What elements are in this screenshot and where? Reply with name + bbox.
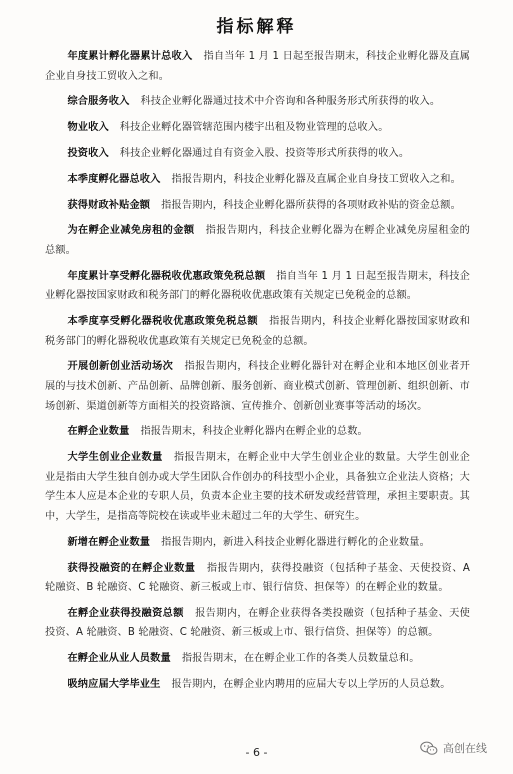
definition-term: 吸纳应届大学毕业生 bbox=[67, 679, 161, 691]
definition-term: 在孵企业数量 bbox=[67, 426, 130, 438]
definition-text: 指报告期内，科技企业孵化器所获得的各项财政补贴的资金总额。 bbox=[161, 199, 461, 211]
definition-term: 在孵企业获得投融资总额 bbox=[67, 607, 184, 619]
definition-entry bbox=[45, 675, 470, 695]
definition-entry bbox=[45, 92, 470, 112]
definition-entry bbox=[45, 533, 470, 553]
definition-entry bbox=[45, 559, 470, 598]
definition-text: 科技企业孵化器通过技术中介咨询和各种服务形式所获得的收入。 bbox=[140, 96, 441, 108]
definition-text: 报告期内，在孵企业内聘用的应届大专以上学历的人员总数。 bbox=[171, 679, 451, 691]
definition-text: 指报告期末，科技企业孵化器内在孵企业的总数。 bbox=[140, 426, 368, 438]
definition-text: 指报告期内，科技企业孵化器为在孵企业减免房屋租金的总额。 bbox=[45, 225, 470, 256]
definition-text: 指报告期内，科技企业孵化器按国家财政和税务部门的孵化器税收优惠政策有关规定已免税金的总额。 bbox=[45, 316, 470, 347]
definitions-list bbox=[45, 47, 470, 701]
definition-text: 科技企业孵化器管辖范围内楼宇出租及物业管理的总收入。 bbox=[119, 122, 389, 134]
watermark-text: 高创在线 bbox=[443, 742, 487, 755]
definition-term: 年度累计享受孵化器税收优惠政策免税总额 bbox=[67, 270, 266, 282]
definition-term: 为在孵企业减免房租的金额 bbox=[67, 225, 195, 237]
definition-term: 在孵企业从业人员数量 bbox=[67, 653, 171, 665]
definition-text: 指报告期末，在孵企业中大学生创业企业的数量。大学生创业企业是指由大学生独自创办或大学生团队合作创办的科技型小企业，具备独立企业法人资格；大学生本人应是本企业的专职人员，负责本企业主要的技术研发或经营管理，承担主要职责。其中，大学生，是指高等院校在读或毕业未超过二年的大学生、研究生。 bbox=[45, 452, 470, 522]
wechat-icon bbox=[420, 741, 438, 756]
definition-term: 投资收入 bbox=[67, 147, 109, 159]
definition-term: 综合服务收入 bbox=[67, 96, 130, 108]
definition-term: 获得财政补贴金额 bbox=[67, 199, 151, 211]
definition-term: 获得投融资的在孵企业数量 bbox=[67, 562, 196, 574]
definition-entry bbox=[45, 357, 470, 416]
definition-entry bbox=[45, 144, 470, 164]
definition-entry bbox=[45, 422, 470, 442]
definition-entry bbox=[45, 196, 470, 216]
definition-entry bbox=[45, 312, 470, 351]
definition-text: 指自当年 1 月 1 日起至报告期末，科技企业孵化器按国家财政和税务部门的孵化器税收优惠政策有关规定已免税金的总额。 bbox=[45, 270, 470, 302]
definition-entry bbox=[45, 448, 470, 526]
definition-term: 新增在孵企业数量 bbox=[67, 536, 151, 548]
definition-text: 报告期内，在孵企业获得各类投融资（包括种子基金、天使投资、A 轮融资、B 轮融资、C 轮融资、新三板或上市、银行信贷、担保等）的总额。 bbox=[45, 607, 470, 639]
definition-text: 指报告期内，获得投融资（包括种子基金、天使投资、A 轮融资、B 轮融资、C 轮融资、新三板或上市、银行信贷、担保等）的在孵企业的数量。 bbox=[45, 562, 470, 594]
definition-entry bbox=[45, 267, 470, 306]
definition-entry bbox=[45, 221, 470, 260]
definition-entry bbox=[45, 47, 470, 86]
definition-term: 本季度孵化器总收入 bbox=[67, 173, 161, 185]
definition-text: 指报告期内，新进入科技企业孵化器进行孵化的企业数量。 bbox=[161, 536, 430, 548]
definition-term: 物业收入 bbox=[67, 122, 109, 134]
definition-entry bbox=[45, 118, 470, 138]
definition-term: 年度累计孵化器累计总收入 bbox=[67, 51, 193, 62]
page-title: 指标解释 bbox=[216, 17, 297, 37]
definition-text: 指报告期末，在在孵企业工作的各类人员数量总和。 bbox=[181, 653, 420, 665]
definition-text: 科技企业孵化器通过自有资金入股、投资等形式所获得的收入。 bbox=[119, 147, 410, 159]
definition-text: 指自当年 1 月 1 日起至报告期末，科技企业孵化器及直属企业自身技工贸收入之和。 bbox=[45, 51, 470, 82]
definition-term: 大学生创业企业数量 bbox=[67, 452, 163, 464]
definition-term: 本季度享受孵化器税收优惠政策免税总额 bbox=[67, 316, 258, 328]
definition-text: 指报告期内，科技企业孵化器针对在孵企业和本地区创业者开展的与技术创新、产品创新、品牌创新、服务创新、商业模式创新、管理创新、组织创新、市场创新、渠道创新等方面相关的投资路演、宣传推介、创新创业赛事等活动的场次。 bbox=[45, 361, 470, 412]
page-number: - 6 - bbox=[245, 746, 268, 759]
definition-entry bbox=[45, 649, 470, 669]
definition-text: 指报告期内，科技企业孵化器及直属企业自身技工贸收入之和。 bbox=[171, 173, 461, 185]
definition-entry bbox=[45, 170, 470, 190]
definition-entry bbox=[45, 604, 470, 643]
watermark bbox=[420, 740, 487, 756]
definition-term: 开展创新创业活动场次 bbox=[67, 361, 174, 373]
